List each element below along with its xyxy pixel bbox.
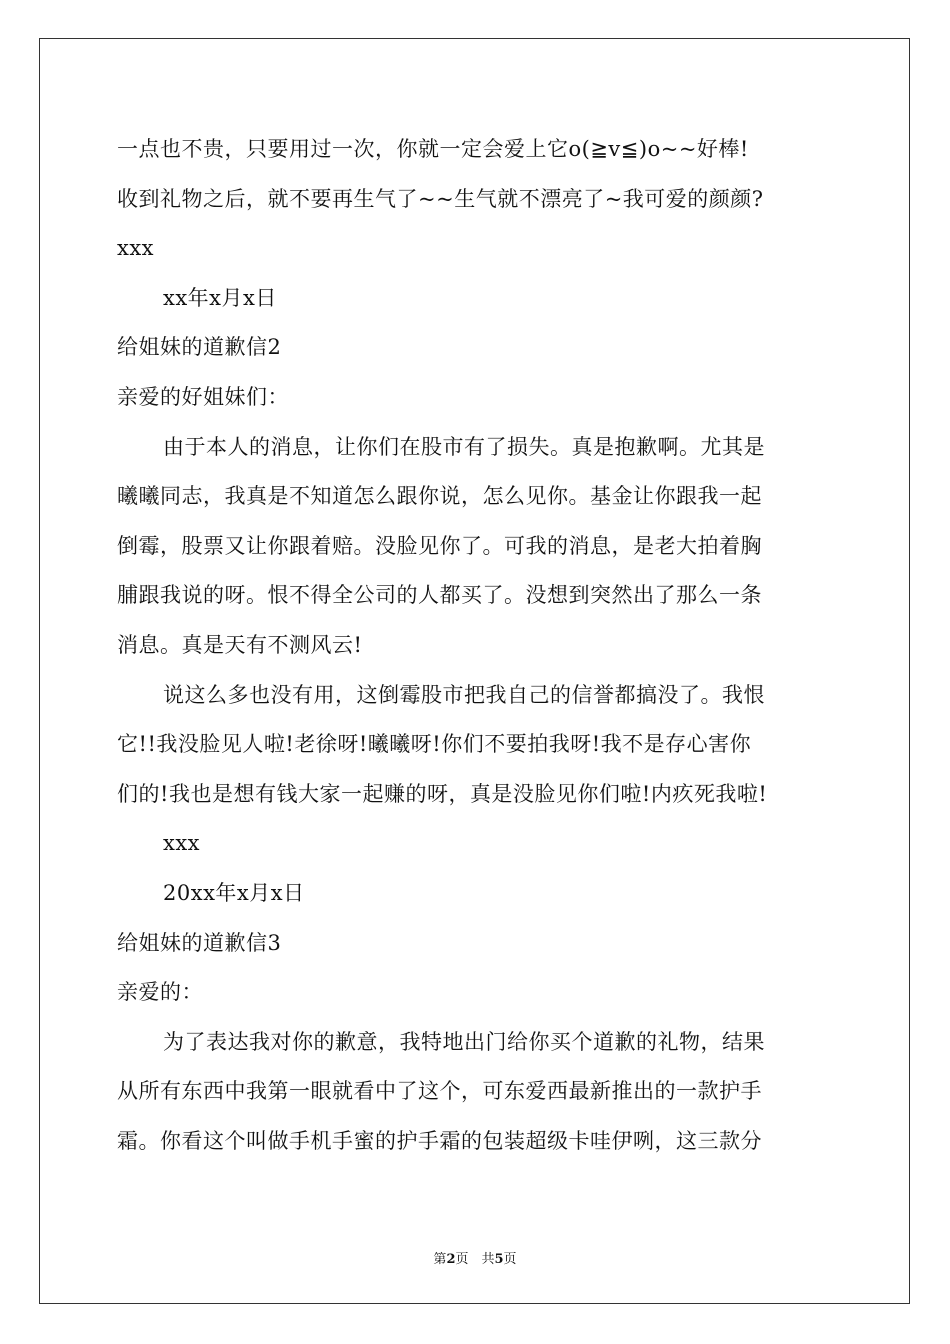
text-line: 们的!我也是想有钱大家一起赚的呀，真是没脸见你们啦!内疚死我啦! [117,781,768,806]
text-line: 脯跟我说的呀。恨不得全公司的人都买了。没想到突然出了那么一条 [117,583,762,608]
text-line: 说这么多也没有用，这倒霉股市把我自己的信誉都搞没了。我恨 [163,682,765,707]
total-page-number: 5 [494,1252,504,1267]
section-heading: 给姐妹的道歉信3 [117,930,282,955]
document-body [117,125,837,1166]
signature: xxx [163,831,201,856]
date-line: xx年x月x日 [163,285,277,310]
footer-suffix: 页 [503,1252,517,1267]
text-line: 一点也不贵，只要用过一次，你就一定会爱上它o(≧v≦)o~~好棒! [117,137,749,161]
text-line: 消息。真是天有不测风云! [117,632,363,657]
text-line: 霜。你看这个叫做手机手蜜的护手霜的包装超级卡哇伊咧，这三款分 [117,1128,762,1153]
salutation: 亲爱的好姐妹们： [117,384,289,409]
text-line: 曦曦同志，我真是不知道怎么跟你说，怎么见你。基金让你跟我一起 [117,484,762,509]
text-line: 由于本人的消息，让你们在股市有了损失。真是抱歉啊。尤其是 [163,434,765,459]
text-line: 倒霉，股票又让你跟着赔。没脸见你了。可我的消息，是老大拍着胸 [117,533,762,558]
text-line: 为了表达我对你的歉意，我特地出门给你买个道歉的礼物，结果 [163,1029,765,1054]
text-line: 从所有东西中我第一眼就看中了这个，可东爱西最新推出的一款护手 [117,1079,762,1104]
section-heading: 给姐妹的道歉信2 [117,335,282,360]
text-line: 它!!我没脸见人啦!老徐呀!曦曦呀!你们不要拍我呀!我不是存心害你 [117,732,752,757]
date-line: 20xx年x月x日 [163,880,305,905]
current-page-number: 2 [446,1252,456,1267]
footer-middle: 页 共 [455,1252,495,1267]
footer-prefix: 第 [433,1252,447,1267]
salutation: 亲爱的： [117,980,203,1005]
page-footer [0,1248,950,1267]
text-line: 收到礼物之后，就不要再生气了~~生气就不漂亮了~我可爱的颜颜? [117,186,764,211]
signature: xxx [117,236,155,261]
